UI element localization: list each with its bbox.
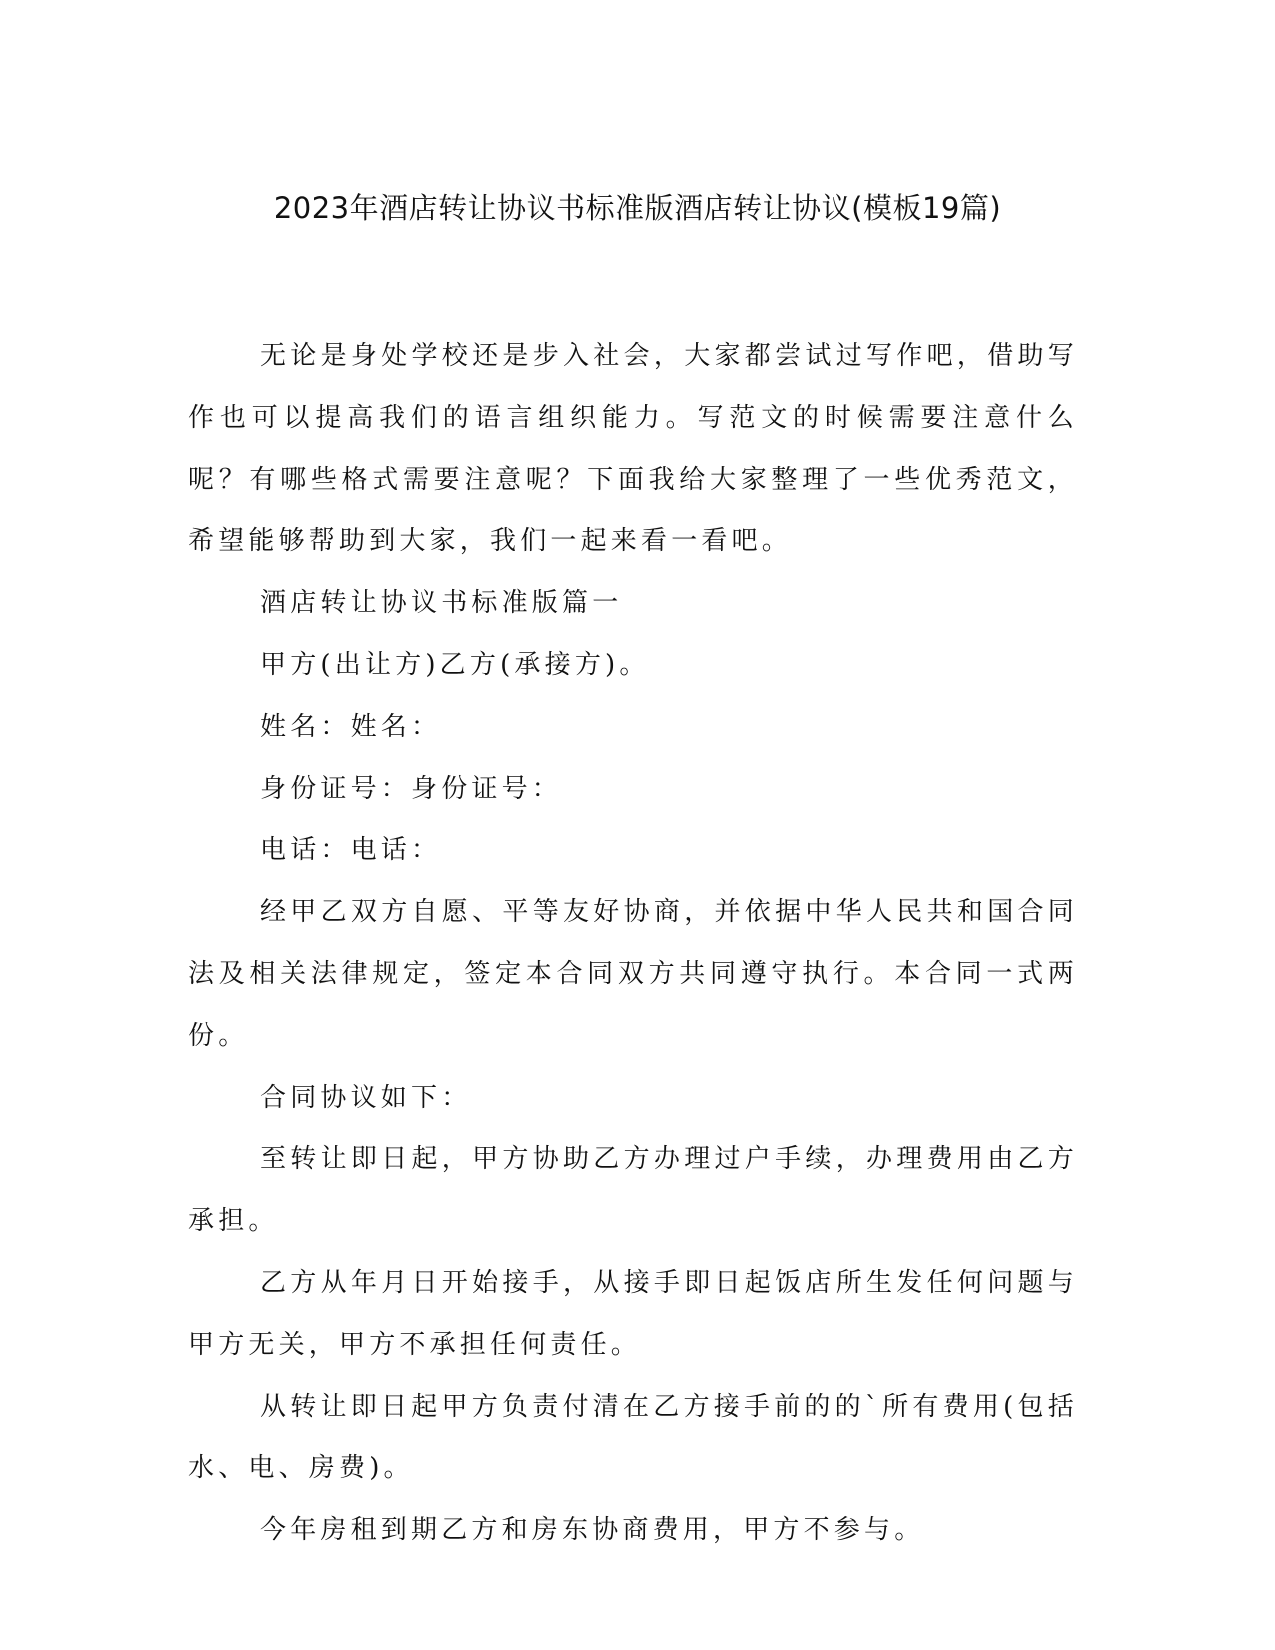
clause-takeover: 乙方从年月日开始接手，从接手即日起饭店所生发任何问题与甲方无关，甲方不承担任何责任。 [188, 1267, 1078, 1360]
clause-prior-expenses: 从转让即日起甲方负责付清在乙方接手前的的`所有费用(包括水、电、房费)。 [188, 1391, 1078, 1484]
clause-rent-negotiation: 今年房租到期乙方和房东协商费用，甲方不参与。 [260, 1515, 925, 1546]
phone-field-line: 电话：电话： [260, 835, 442, 866]
section-heading: 酒店转让协议书标准版篇一 [260, 588, 623, 619]
id-number-field-line: 身份证号：身份证号： [260, 773, 563, 804]
document-body [188, 326, 1078, 1562]
intro-paragraph: 无论是身处学校还是步入社会，大家都尝试过写作吧，借助写作也可以提高我们的语言组织能力。写范文的时候需要注意什么呢？有哪些格式需要注意呢？下面我给大家整理了一些优秀范文，希望能够帮助到大家，我们一起来看一看吧。 [188, 341, 1078, 557]
agreement-basis-paragraph: 经甲乙双方自愿、平等友好协商，并依据中华人民共和国合同法及相关法律规定，签定本合同双方共同遵守执行。本合同一式两份。 [188, 897, 1078, 1051]
document-title: 2023年酒店转让协议书标准版酒店转让协议(模板19篇) [273, 191, 1002, 225]
terms-intro-line: 合同协议如下： [260, 1082, 472, 1113]
name-field-line: 姓名：姓名： [260, 711, 442, 742]
parties-line: 甲方(出让方)乙方(承接方)。 [260, 649, 650, 680]
clause-transfer-procedure: 至转让即日起，甲方协助乙方办理过户手续，办理费用由乙方承担。 [188, 1144, 1078, 1237]
